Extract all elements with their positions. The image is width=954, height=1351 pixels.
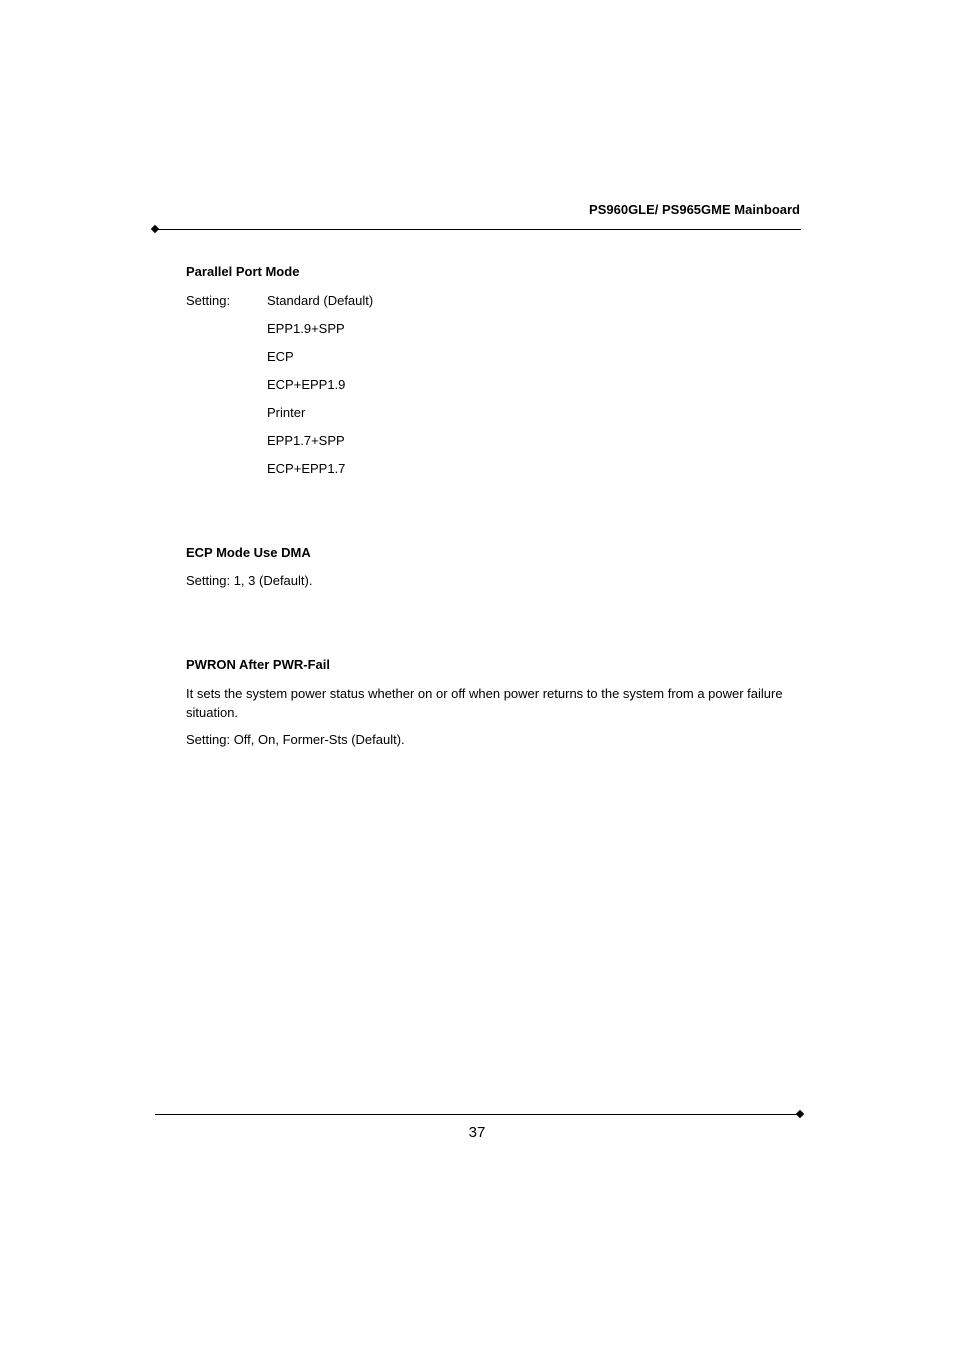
setting-text: Setting: 1, 3 (Default).: [186, 573, 313, 588]
section-heading-parallel-port-mode: Parallel Port Mode: [186, 264, 300, 279]
option-item: ECP+EPP1.7: [267, 461, 346, 476]
option-item: ECP+EPP1.9: [267, 377, 346, 392]
setting-text: Setting: Off, On, Former-Sts (Default).: [186, 732, 405, 747]
footer-divider: [155, 1114, 801, 1115]
page-header-title: PS960GLE/ PS965GME Mainboard: [589, 202, 800, 217]
option-item: Printer: [267, 405, 306, 420]
option-item: ECP: [267, 349, 294, 364]
section-heading-ecp-mode-use-dma: ECP Mode Use DMA: [186, 545, 311, 560]
section-heading-pwron-after-pwr-fail: PWRON After PWR-Fail: [186, 657, 330, 672]
header-divider: [155, 229, 801, 230]
option-item: Standard (Default): [267, 293, 374, 308]
section-description: It sets the system power status whether on or off when power returns to the system from a power failure situation.: [186, 686, 783, 720]
option-item: EPP1.9+SPP: [267, 321, 345, 336]
setting-label: Setting:: [186, 293, 231, 308]
page-number: 37: [468, 1124, 486, 1141]
option-item: EPP1.7+SPP: [267, 433, 345, 448]
footer-diamond-icon: [796, 1110, 804, 1118]
